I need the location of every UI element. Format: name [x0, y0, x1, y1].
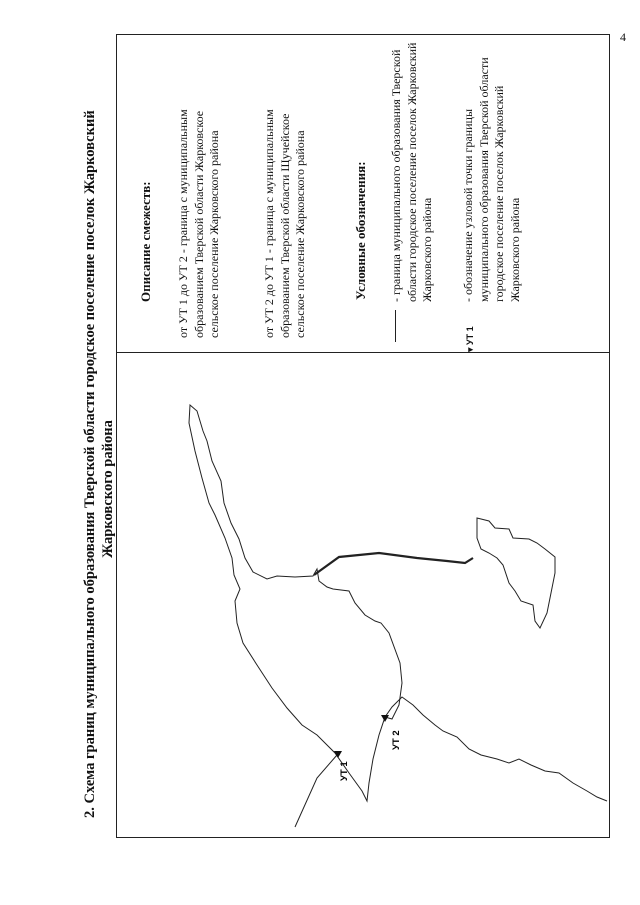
node-label-ut1: УТ 1 [339, 761, 350, 781]
municipal-boundary [189, 405, 402, 801]
legend-node-symbol: ▾ УТ 1 [465, 326, 475, 352]
connector-line [314, 553, 473, 575]
eastern-enclave [477, 518, 555, 628]
boundary-map [117, 353, 609, 837]
node-label-ut2: УТ 2 [391, 730, 402, 750]
legend-item-node: - обозначение узловой точки границы муниципального образования Тверской области городское поселение поселок Жарковский Жарковского района [461, 57, 522, 302]
map-subtitle: Жарковского района [100, 420, 116, 558]
page-number: 4 [620, 30, 626, 44]
legend-heading: Условные обозначения: [353, 161, 368, 300]
boundary-southeast [385, 697, 607, 801]
description-item-1: от УТ 1 до УТ 2 - граница с муниципальным образованием Тверской области Жарковское сельское поселение Жарковского района [176, 109, 221, 338]
boundary-segment-sw [295, 755, 337, 827]
legend-item-boundary: - граница муниципального образования Тверской области городское поселение поселок Жарковский Жарковского района [389, 42, 434, 302]
legend-line-symbol [395, 310, 396, 342]
description-item-2: от УТ 2 до УТ 1 - граница с муниципальным образованием Тверской области Щучейское сельское поселение Жарковского района [262, 109, 307, 338]
map-title: 2. Схема границ муниципального образования Тверской области городское поселение поселок Жарковский [82, 110, 98, 818]
node-marker-ut2 [381, 715, 389, 722]
description-heading: Описание смежеств: [138, 181, 153, 302]
